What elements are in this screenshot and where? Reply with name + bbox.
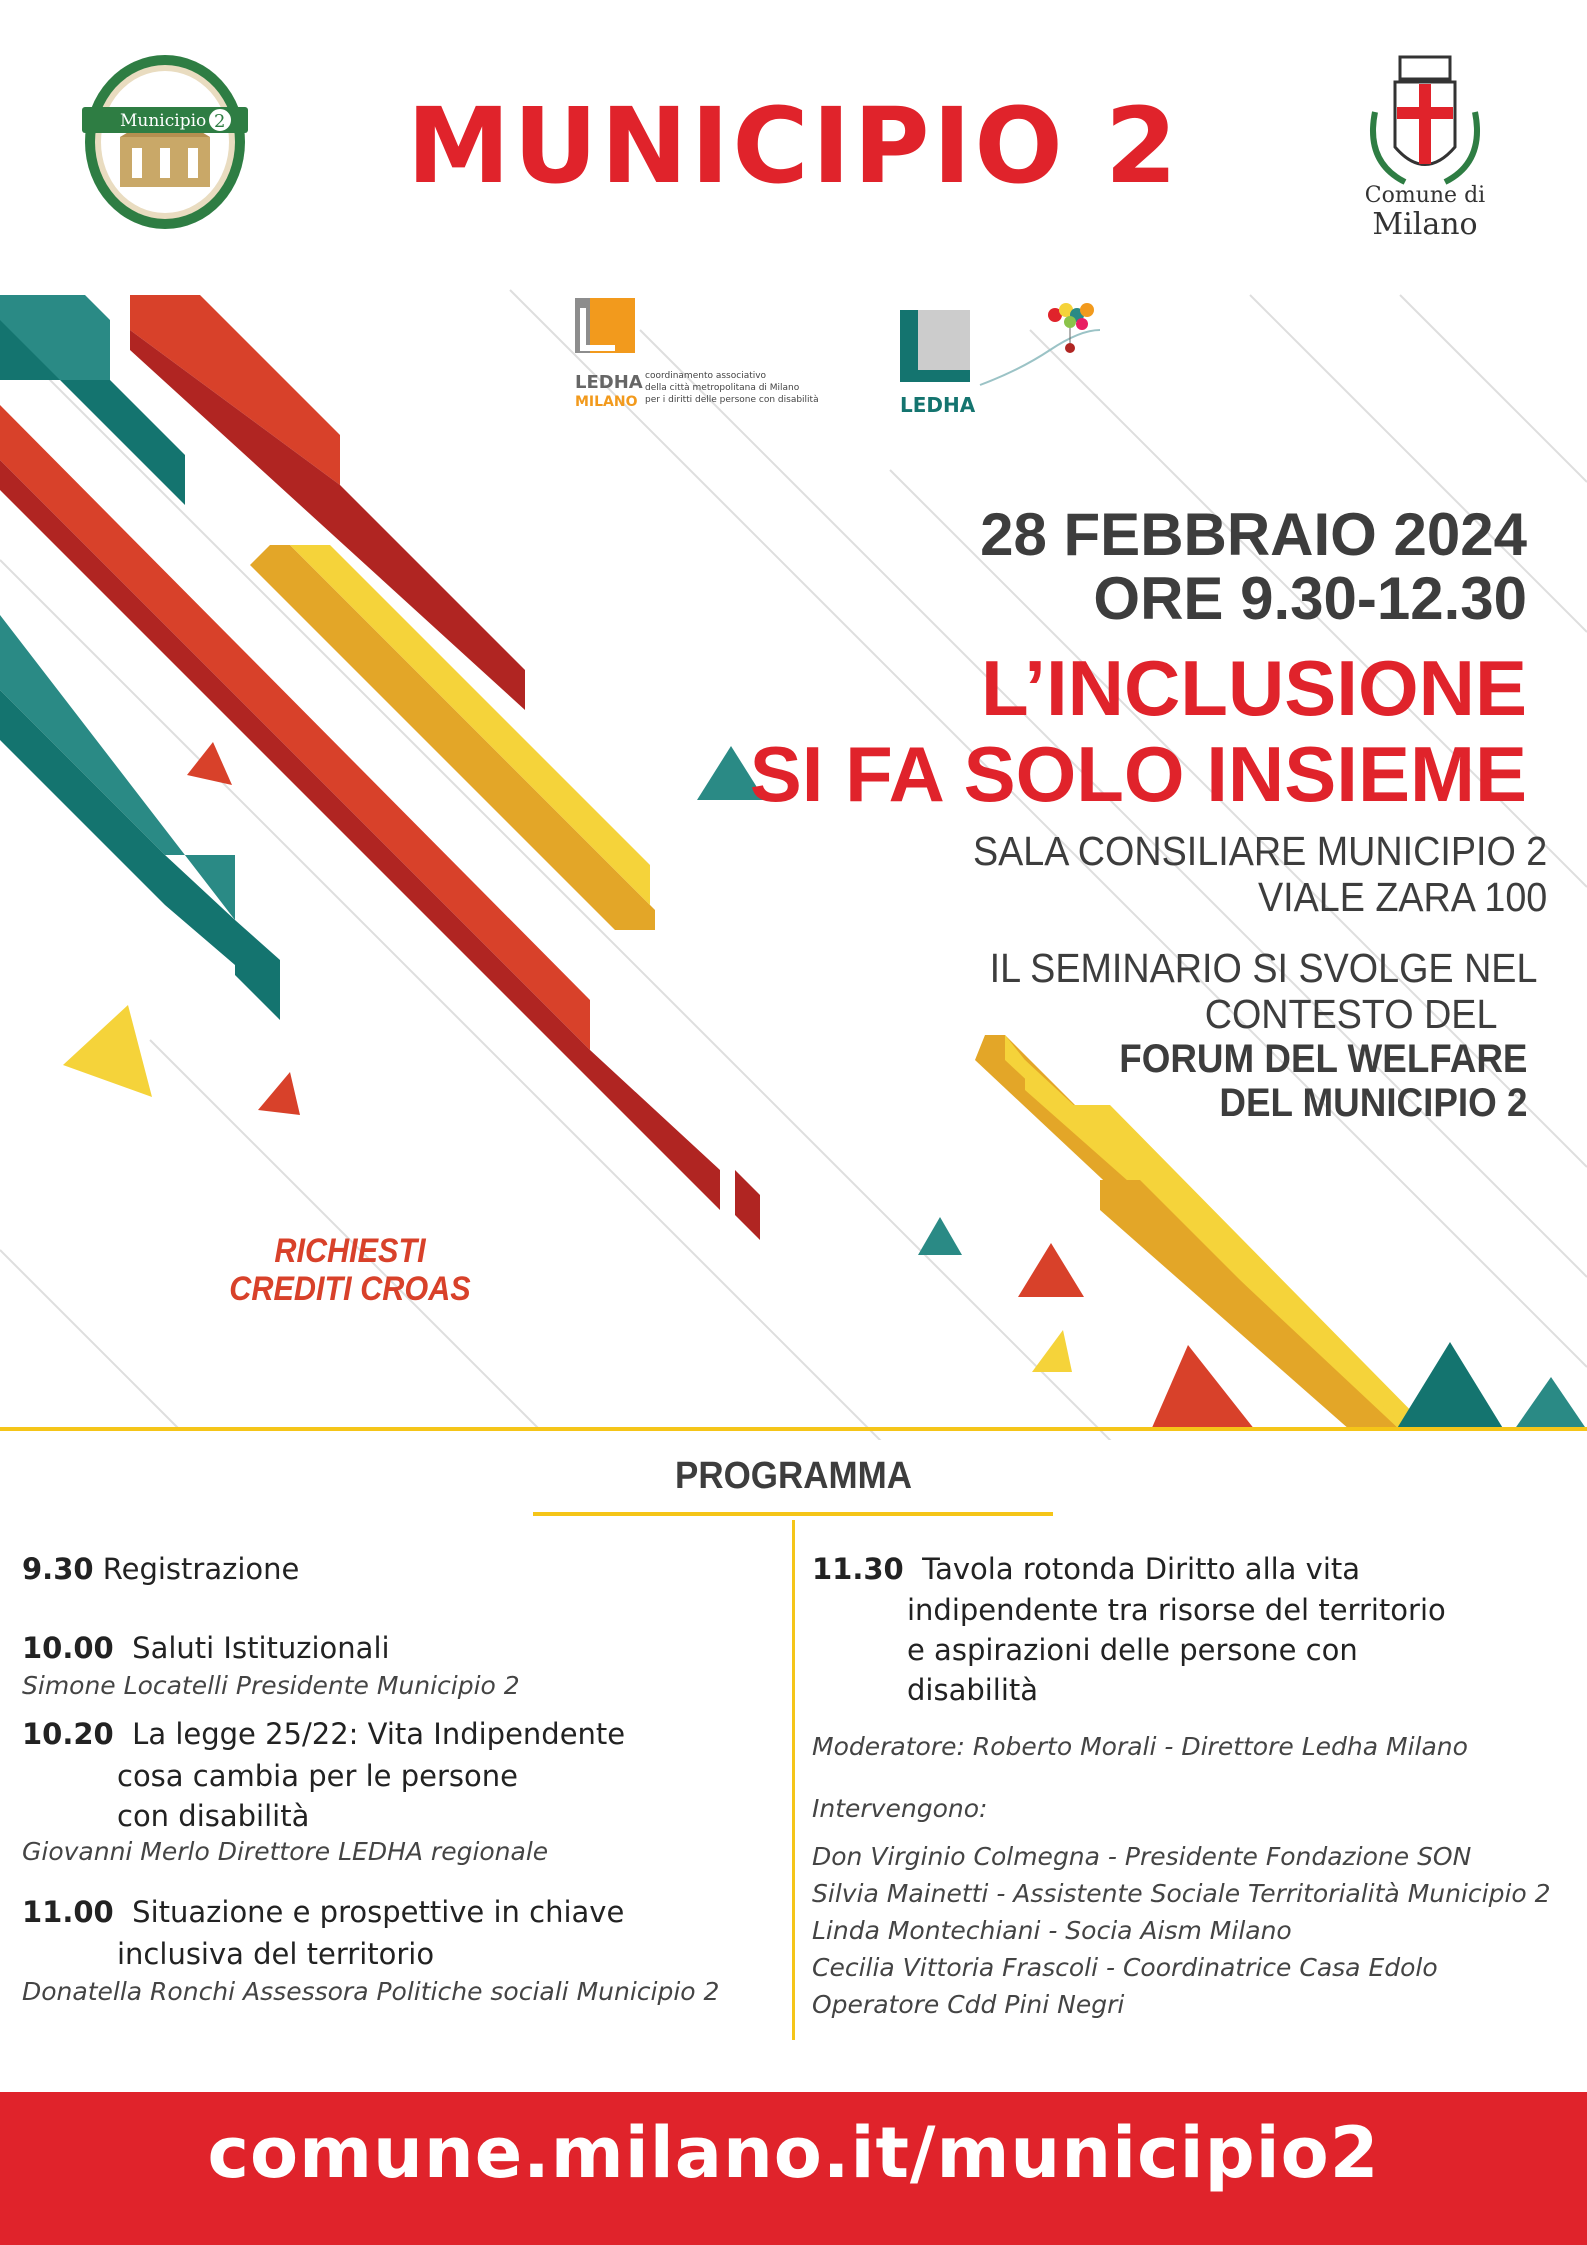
comune-logo-line2: Milano — [1372, 207, 1478, 242]
program-left-column — [22, 1548, 792, 2009]
program-speaker: Linda Montechiani - Socia Aism Milano — [812, 1916, 1292, 1945]
teal-triangle — [1514, 1377, 1587, 1430]
event-time: ORE 9.30-12.30 — [1093, 565, 1527, 632]
municipio-logo-label: Municipio — [120, 111, 207, 131]
program-activity: inclusiva del territorio — [117, 1937, 435, 1971]
section-divider — [0, 1427, 1587, 1431]
ledha-milano-desc: coordinamento associativo — [645, 371, 767, 381]
ledha-logo — [900, 300, 1120, 420]
program-speaker: Giovanni Merlo Direttore LEDHA regionale — [22, 1837, 549, 1866]
ledha-milano-name: LEDHA — [575, 372, 643, 393]
red-triangle — [187, 742, 232, 785]
program-time: 10.20 — [22, 1717, 114, 1751]
program-speaker: Silvia Mainetti - Assistente Sociale Territorialità Municipio 2 — [812, 1879, 1551, 1908]
program-speaker: Simone Locatelli Presidente Municipio 2 — [22, 1671, 520, 1700]
program-activity: La legge 25/22: Vita Indipendente — [132, 1717, 626, 1751]
program-activity: Registrazione — [102, 1552, 300, 1586]
teal-stripe — [235, 920, 280, 1020]
program-activity: indipendente tra risorse del territorio — [907, 1593, 1446, 1627]
program-item-law — [22, 1713, 792, 1755]
red-triangle — [258, 1072, 300, 1115]
teal-triangle — [918, 1217, 962, 1255]
headline-line1: L’INCLUSIONE — [980, 644, 1527, 732]
ledha-milano-sub: MILANO — [575, 394, 638, 410]
credits-line1: RICHIESTI — [274, 1232, 426, 1270]
comune-milano-logo — [1355, 52, 1495, 252]
program-activity: Situazione e prospettive in chiave — [132, 1895, 625, 1929]
gold-stripe — [1100, 1180, 1390, 1430]
yellow-stripe — [290, 545, 650, 905]
program-item-greetings — [22, 1627, 792, 1669]
diagonal-line — [1400, 295, 1587, 482]
context-line2: CONTESTO DEL — [1204, 991, 1497, 1037]
context-line1: IL SEMINARIO SI SVOLGE NEL — [989, 945, 1537, 991]
program-time: 11.00 — [22, 1895, 114, 1929]
program-activity: disabilità — [907, 1673, 1039, 1707]
program-speaker: Operatore Cdd Pini Negri — [812, 1990, 1125, 2019]
venue-address: VIALE ZARA 100 — [1257, 874, 1547, 920]
program-time: 9.30 — [22, 1552, 94, 1586]
diagonal-line — [0, 1250, 180, 1430]
program-time: 11.30 — [812, 1552, 904, 1586]
program-moderator: Moderatore: Roberto Morali - Direttore Ledha Milano — [812, 1732, 1468, 1761]
program-title: PROGRAMMA — [675, 1455, 912, 1497]
credits-line2: CREDITI CROAS — [229, 1270, 471, 1308]
credits-croas — [224, 1232, 476, 1308]
program-activity: cosa cambia per le persone — [117, 1759, 518, 1793]
balloons-icon — [1048, 303, 1094, 353]
footer-url-link[interactable]: comune.milano.it/municipio2 — [207, 2112, 1380, 2194]
ledha-milano-logo — [575, 298, 845, 418]
program-activity: Tavola rotonda Diritto alla vita — [922, 1552, 1361, 1586]
program-speaker: Donatella Ronchi Assessora Politiche sociali Municipio 2 — [22, 1977, 720, 2006]
program-activity: Saluti Istituzionali — [132, 1631, 390, 1665]
program-time: 10.00 — [22, 1631, 114, 1665]
event-date: 28 FEBBRAIO 2024 — [980, 501, 1527, 568]
ledha-milano-desc: della città metropolitana di Milano — [645, 383, 800, 393]
headline-line2: SI FA SOLO INSIEME — [749, 730, 1527, 818]
venue-hall: SALA CONSILIARE MUNICIPIO 2 — [972, 828, 1547, 874]
comune-logo-line1: Comune di — [1364, 183, 1486, 208]
red-triangle — [1151, 1345, 1255, 1430]
program-title-rule — [533, 1512, 1053, 1516]
municipio-logo-number: 2 — [214, 111, 226, 132]
path-line-icon — [980, 330, 1100, 385]
red-stripe — [735, 1170, 760, 1240]
yellow-triangle — [1032, 1330, 1072, 1372]
forum-line1: FORUM DEL WELFARE — [1118, 1037, 1527, 1081]
ledha-name: LEDHA — [900, 393, 976, 417]
program-speaker: Don Virginio Colmegna - Presidente Fondazione SON — [812, 1842, 1472, 1871]
yellow-triangle — [63, 1005, 152, 1097]
page-title: MUNICIPIO 2 — [406, 85, 1181, 207]
forum-line2: DEL MUNICIPIO 2 — [1218, 1081, 1527, 1125]
red-triangle — [1018, 1243, 1084, 1297]
program-speaker: Cecilia Vittoria Frascoli - Coordinatrice Casa Edolo — [812, 1953, 1438, 1982]
column-divider — [792, 1520, 795, 2040]
program-item-registration — [22, 1548, 792, 1590]
program-item-territory — [22, 1891, 792, 1933]
coat-of-arms-icon — [1373, 57, 1477, 182]
program-right-column — [812, 1548, 1572, 2023]
teal-triangle — [1396, 1342, 1504, 1430]
program-speakers-label: Intervengono: — [812, 1794, 988, 1823]
ledha-milano-desc: per i diritti delle persone con disabilità — [645, 395, 819, 405]
program-item-roundtable — [812, 1548, 1572, 1590]
program-activity: con disabilità — [117, 1799, 310, 1833]
teal-stripe — [0, 690, 235, 965]
program-activity: e aspirazioni delle persone con — [907, 1633, 1358, 1667]
